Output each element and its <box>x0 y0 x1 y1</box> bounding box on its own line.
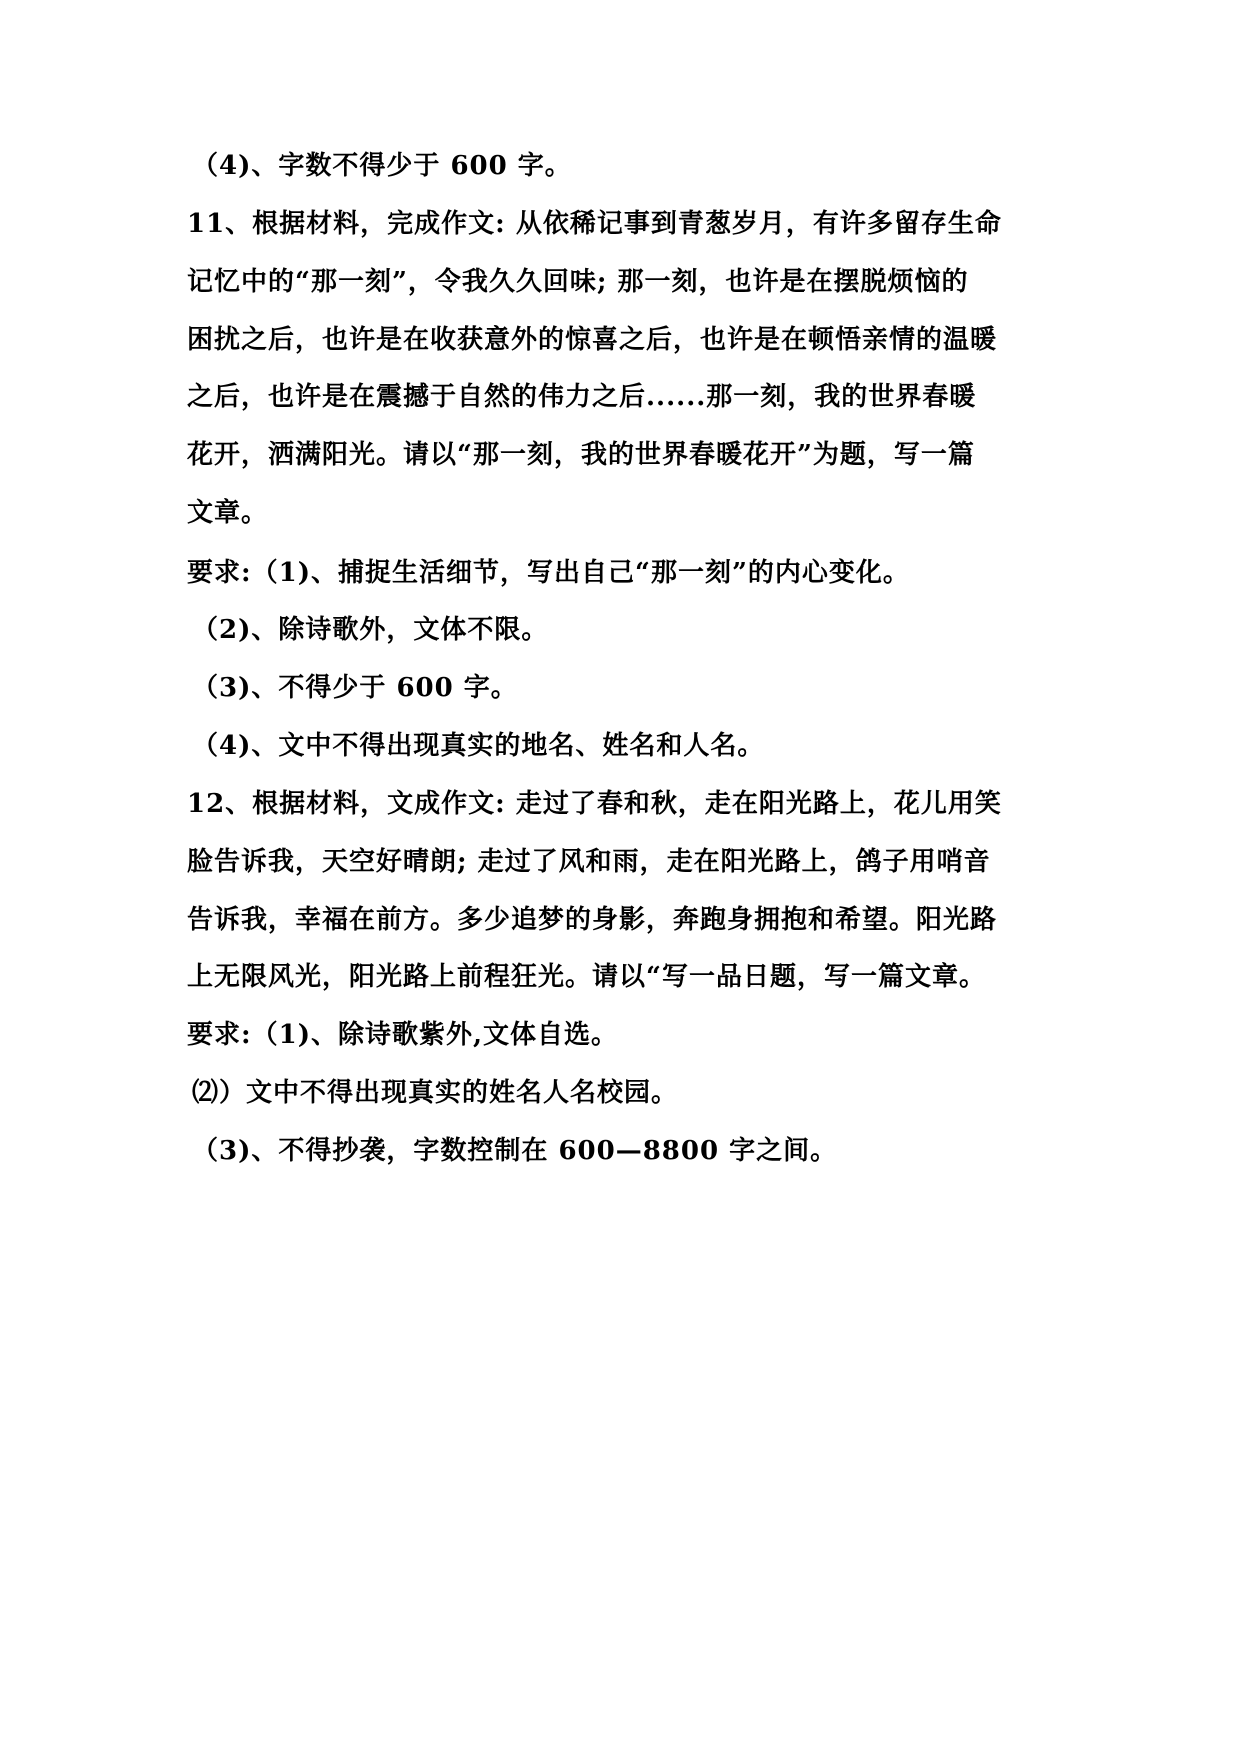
prompt-12-requirement-2: ⑵）文中不得出现真实的姓名人名校园。 <box>192 1078 679 1108</box>
prompt-11-requirement-2: （2)、除诗歌外，文体不限。 <box>192 615 549 645</box>
prompt-11-line-2: 记忆中的“那一刻”，令我久久回味; 那一刻，也许是在摆脱烦恼的 <box>187 267 969 297</box>
prompt-12-requirement-3: （3)、不得抄袭，字数控制在 600—8800 字之间。 <box>192 1136 838 1166</box>
prompt-12-line-4: 上无限风光，阳光路上前程狂光。请以“写一品日题，写一篇文章。 <box>187 962 986 992</box>
prompt-11-requirement-4: （4)、文中不得出现真实的地名、姓名和人名。 <box>192 731 765 761</box>
prompt-11-line-5: 花开，洒满阳光。请以“那一刻，我的世界春暖花开”为题，写一篇 <box>187 440 975 470</box>
prompt-12-requirement-1: 要求:（1)、除诗歌紫外,文体自选。 <box>187 1020 619 1050</box>
prompt-11-line-4: 之后，也许是在震撼于自然的伟力之后......那一刻，我的世界春暖 <box>187 382 977 412</box>
prompt-11-requirement-3: （3)、不得少于 600 字。 <box>192 673 518 703</box>
prompt-12-line-2: 脸告诉我，天空好晴朗; 走过了风和雨，走在阳光路上，鸽子用哨音 <box>187 847 991 877</box>
prompt-11-line-1: 11、根据材料，完成作文: 从依稀记事到青葱岁月，有许多留存生命 <box>187 209 1002 239</box>
prompt-11-line-6: 文章。 <box>187 498 269 528</box>
prompt-11-line-3: 困扰之后，也许是在收获意外的惊喜之后，也许是在顿悟亲情的温暖 <box>187 325 998 355</box>
prompt-12-line-3: 告诉我，幸福在前方。多少追梦的身影，奔跑身拥抱和希望。阳光路 <box>187 905 998 935</box>
requirement-4-word-count: （4)、字数不得少于 600 字。 <box>192 151 572 181</box>
prompt-12-line-1: 12、根据材料，文成作文: 走过了春和秋，走在阳光路上，花儿用笑 <box>187 789 1002 819</box>
prompt-11-requirement-1: 要求:（1)、捕捉生活细节，写出自己“那一刻”的内心变化。 <box>187 558 910 588</box>
